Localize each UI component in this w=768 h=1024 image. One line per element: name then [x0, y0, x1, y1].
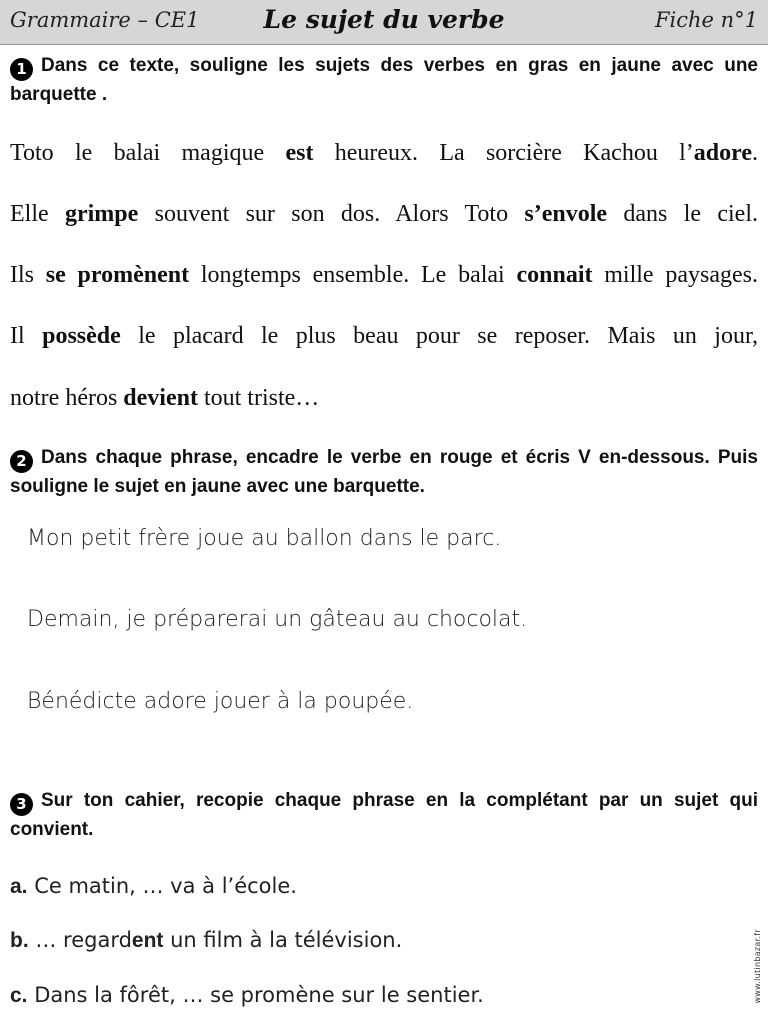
exercise-3-item: [10, 872, 297, 901]
page-title: Le sujet du verbe: [263, 5, 505, 34]
bold-verb: s’envole: [524, 201, 608, 227]
exercise-1-instruction: [10, 52, 758, 108]
item-label: a.: [10, 875, 28, 898]
item-label: b.: [10, 929, 29, 952]
text-segment: … regard: [28, 928, 132, 952]
exercise-3-item: [10, 981, 484, 1010]
text-segment: Ce matin, … va à l’école.: [27, 874, 297, 898]
bold-verb: ent: [131, 929, 164, 952]
exercise-1-text-line: [10, 200, 758, 228]
sheet-number: Fiche n°1: [654, 8, 758, 32]
exercise-3-instruction: [10, 787, 758, 843]
text-segment: Toto le balai magique: [10, 140, 286, 166]
item-label: c.: [10, 984, 28, 1007]
exercise-1-text-line: [10, 384, 758, 412]
exercise-2-instruction: [10, 444, 758, 500]
text-segment: Il: [10, 323, 43, 349]
bold-verb: devient: [123, 385, 198, 411]
exercise-1-number-badge: 1: [10, 58, 33, 81]
text-segment: Elle: [10, 201, 65, 227]
exercise-3-instruction-text: Sur ton cahier, recopie chaque phrase en la complétant par un sujet qui convient.: [10, 790, 758, 840]
text-segment: .: [752, 140, 758, 166]
subject-label: Grammaire – CE1: [10, 8, 200, 32]
bold-verb: grimpe: [64, 201, 139, 227]
text-segment: tout triste…: [197, 385, 320, 411]
bold-verb: connait: [516, 262, 593, 288]
exercise-1-text-line: [10, 139, 758, 167]
text-segment: notre héros: [10, 385, 124, 411]
bold-verb: se promènent: [45, 262, 190, 288]
bold-verb: est: [285, 140, 314, 166]
text-segment: mille paysages.: [592, 262, 758, 288]
text-segment: le placard le plus beau pour se reposer. Mais un jour,: [120, 323, 758, 349]
text-segment: heureux. La sorcière Kachou l’: [313, 140, 694, 166]
bold-verb: possède: [42, 323, 121, 349]
exercise-3-item: [10, 926, 402, 955]
exercise-2-sentence-2: Demain, je préparerai un gâteau au chocolat.: [27, 607, 528, 632]
exercise-2-instruction-text: Dans chaque phrase, encadre le verbe en rouge et écris V en-dessous. Puis souligne le sujet en jaune avec une barquette.: [10, 447, 758, 497]
bold-verb: adore: [693, 140, 752, 166]
exercise-2-sentence-3: Bénédicte adore jouer à la poupée.: [27, 689, 414, 714]
text-segment: Dans la fôrêt, … se promène sur le sentier.: [27, 983, 484, 1007]
text-segment: un film à la télévision.: [163, 928, 403, 952]
text-segment: Ils: [10, 262, 46, 288]
exercise-2-sentence-1: Mon petit frère joue au ballon dans le parc.: [27, 526, 502, 551]
text-segment: dans le ciel.: [607, 201, 758, 227]
exercise-1-instruction-text: Dans ce texte, souligne les sujets des verbes en gras en jaune avec une barquette .: [10, 55, 758, 105]
exercise-1-text-line: [10, 261, 758, 289]
exercise-2-number-badge: 2: [10, 450, 33, 473]
worksheet-header: [0, 0, 768, 45]
exercise-1-text-line: [10, 322, 758, 350]
site-credit: www.lutinbazar.fr: [753, 929, 762, 1004]
text-segment: longtemps ensemble. Le balai: [189, 262, 517, 288]
text-segment: souvent sur son dos. Alors Toto: [138, 201, 525, 227]
exercise-3-number-badge: 3: [10, 793, 33, 816]
